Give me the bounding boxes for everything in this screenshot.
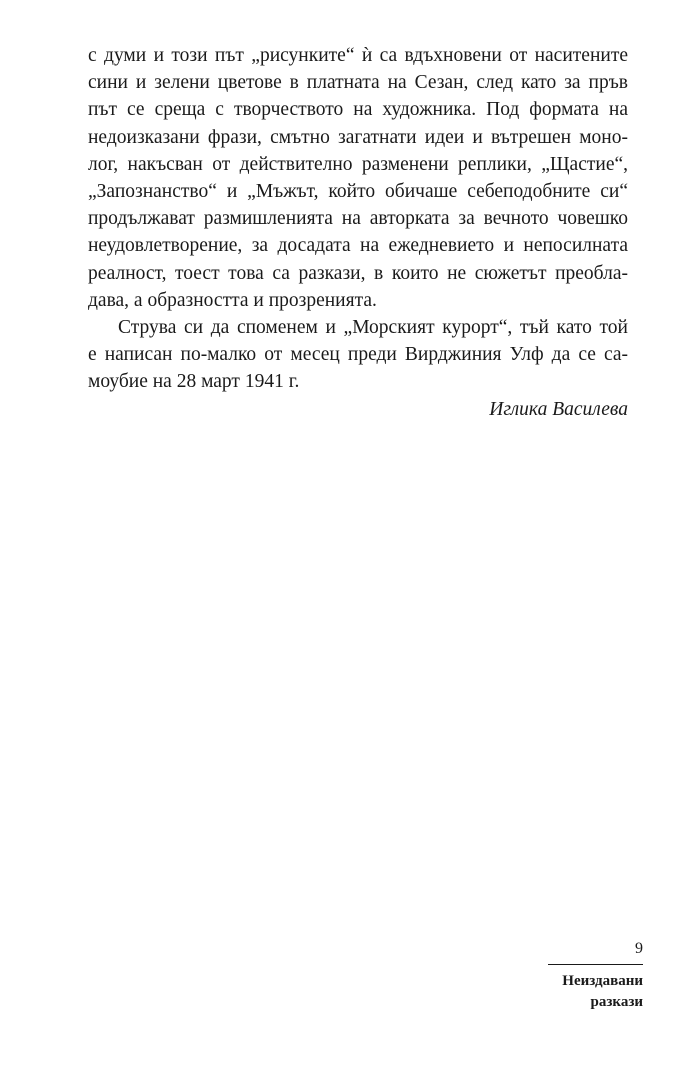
body-text <box>88 42 628 396</box>
text-line: моубие на 28 март 1941 г. <box>88 371 300 393</box>
text-line: Струва си да споменем и „Морският курорт“, тъй като той <box>118 317 628 339</box>
paragraph <box>88 314 628 396</box>
text-line: е написан по-малко от месец преди Вирджиния Улф да се са- <box>88 344 628 366</box>
page-footer <box>548 938 643 1013</box>
text-line: път се среща с творчеството на художника. Под формата на <box>88 99 628 121</box>
text-line: неудовлетворение, за досадата на ежедневието и непосилната <box>88 235 628 257</box>
text-line: лог, накъсван от действително разменени реплики, „Щастие“, <box>88 153 628 175</box>
text-line: дава, а образността и прозренията. <box>88 289 377 311</box>
text-line: продължават размишленията на авторката за вечното човешко <box>88 208 628 230</box>
author-signature: Иглика Василева <box>489 399 628 420</box>
paragraph <box>88 42 628 314</box>
text-line: сини и зелени цветове в платната на Сезан, след като за пръв <box>88 72 628 94</box>
text-line: с думи и този път „рисунките“ ѝ са вдъхновени от наситените <box>88 45 628 66</box>
footer-divider <box>548 964 643 965</box>
running-title-line: Неиздавани <box>562 973 643 989</box>
page-number: 9 <box>635 940 643 957</box>
text-line: реалност, тоест това са разкази, в които не сюжетът преобла- <box>88 262 628 284</box>
text-line: „Запознанство“ и „Мъжът, който обичаше себеподобните си“ <box>88 181 628 203</box>
running-title-line: разкази <box>590 994 643 1010</box>
text-line: недоизказани фрази, смътно загатнати идеи и вътрешен моно- <box>88 126 628 148</box>
